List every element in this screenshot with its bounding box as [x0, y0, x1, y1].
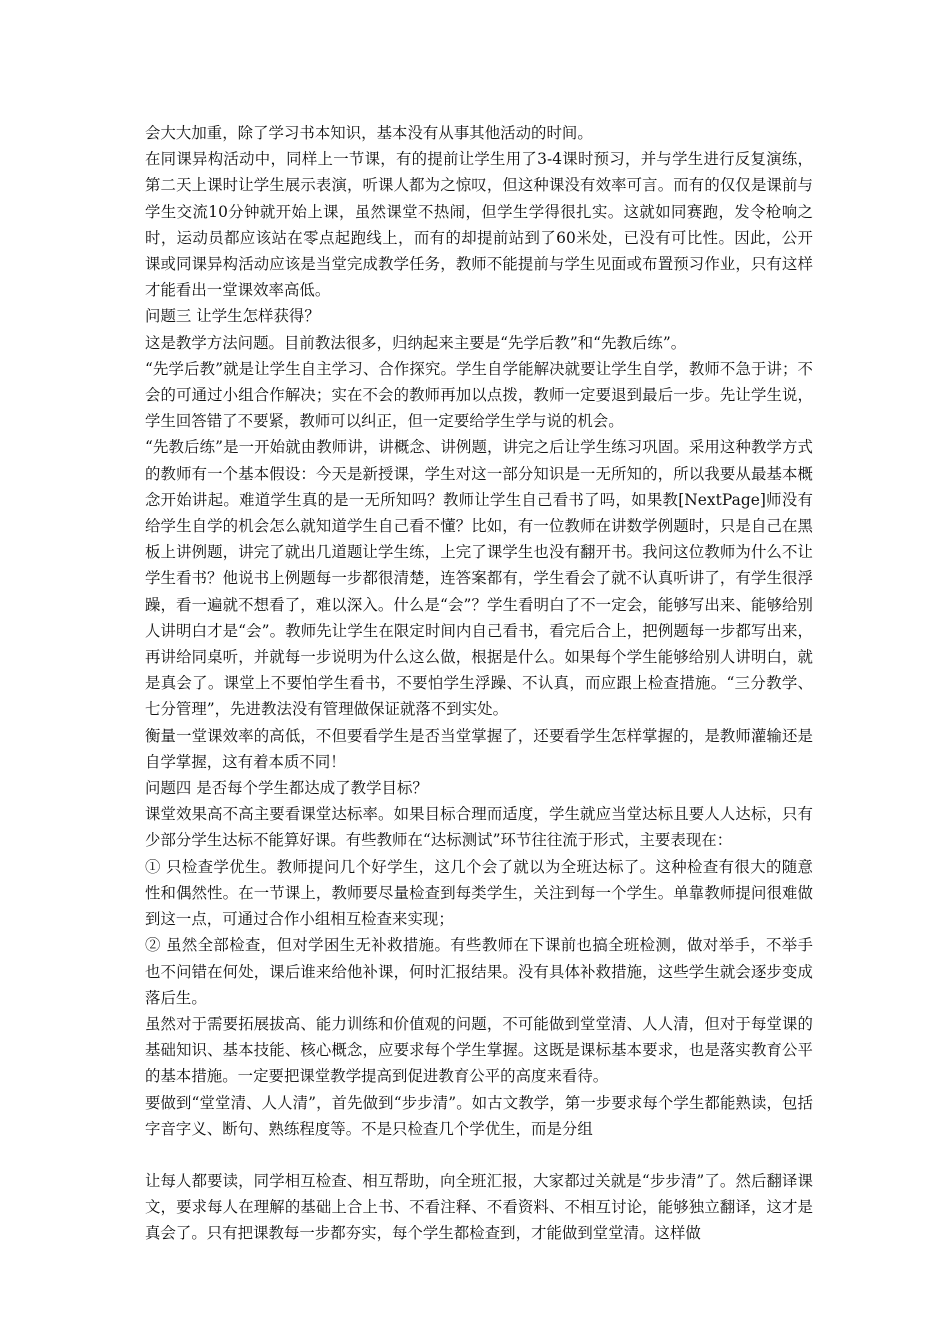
paragraph: 虽然对于需要拓展拔高、能力训练和价值观的问题，不可能做到堂堂清、人人清，但对于每堂课的基础知识、基本技能、核心概念，应要求每个学生掌握。这既是课标基本要求，也是落实教育公平的基本措施。一定要把课堂教学提高到促进教育公平的高度来看待。	[145, 1014, 813, 1086]
paragraph: “先学后教”就是让学生自主学习、合作探究。学生自学能解决就要让学生自学，教师不急于讲；不会的可通过小组合作解决；实在不会的教师再加以点拨，教师一定要退到最后一步。先让学生说，学生回答错了不要紧，教师可以纠正，但一定要给学生学与说的机会。	[145, 359, 813, 431]
section-heading: 问题三 让学生怎样获得？	[145, 307, 320, 326]
paragraph: 让每人都要读，同学相互检查、相互帮助，向全班汇报，大家都过关就是“步步清”了。然后翻译课文，要求每人在理解的基础上合上书、不看注释、不看资料、不相互讨论，能够独立翻译，这才是真会了。只有把课教每一步都夯实，每个学生都检查到，才能做到堂堂清。这样做	[145, 1171, 813, 1243]
paragraph: 这是教学方法问题。目前教法很多，归纳起来主要是“先学后教”和“先教后练”。	[145, 333, 687, 352]
paragraph: 会大大加重，除了学习书本知识，基本没有从事其他活动的时间。	[145, 124, 593, 142]
paragraph: “先教后练”是一开始就由教师讲，讲概念、讲例题，讲完之后让学生练习巩固。采用这种教学方式的教师有一个基本假设：今天是新授课，学生对这一部分知识是一无所知的，所以我要从最基本概念开始讲起。难道学生真的是一无所知吗？教师让学生自己看书了吗，如果教[NextPage]师没有给学生自学的机会怎么就知道学生自己看不懂？比如，有一位教师在讲数学例题时，只是自己在黑板上讲例题，讲完了就出几道题让学生练，上完了课学生也没有翻开书。我问这位教师为什么不让学生看书？他说书上例题每一步都很清楚，连答案都有，学生看会了就不认真听讲了，有学生很浮躁，看一遍就不想看了，难以深入。什么是“会”？学生看明白了不一定会，能够写出来、能够给别人讲明白才是“会”。教师先让学生在限定时间内自己看书，看完后合上，把例题每一步都写出来，再讲给同桌听，并就每一步说明为什么这么做，根据是什么。如果每个学生能够给别人讲明白，就是真会了。课堂上不要怕学生看书，不要怕学生浮躁、不认真，而应跟上检查措施。“三分教学、七分管理”，先进教法没有管理做保证就落不到实处。	[145, 438, 813, 719]
paragraph-gap	[145, 1142, 813, 1168]
list-item: ② 虽然全部检查，但对学困生无补救措施。有些教师在下课前也搞全班检测，做对举手，不举手也不问错在何处，课后谁来给他补课，何时汇报结果。没有具体补救措施，这些学生就会逐步变成落后生。	[145, 936, 813, 1007]
list-item: ① 只检查学优生。教师提问几个好学生，这几个会了就以为全班达标了。这种检查有很大的随意性和偶然性。在一节课上，教师要尽量检查到每类学生，关注到每一个学生。单靠教师提问很难做到这一点，可通过合作小组相互检查来实现；	[145, 857, 813, 929]
paragraph: 在同课异构活动中，同样上一节课，有的提前让学生用了3-4课时预习，并与学生进行反复演练，第二天上课时让学生展示表演，听课人都为之惊叹，但这种课没有效率可言。而有的仅仅是课前与学生交流10分钟就开始上课，虽然课堂不热闹，但学生学得很扎实。这就如同赛跑，发令枪响之时，运动员都应该站在零点起跑线上，而有的却提前站到了60米处，已没有可比性。因此，公开课或同课异构活动应该是当堂完成教学任务，教师不能提前与学生见面或布置预习作业，只有这样才能看出一堂课效率高低。	[145, 150, 813, 300]
paragraph: 衡量一堂课效率的高低，不但要看学生是否当堂掌握了，还要看学生怎样掌握的，是教师灌输还是自学掌握，这有着本质不同！	[145, 726, 813, 771]
document-body	[145, 120, 813, 1247]
paragraph: 要做到“堂堂清、人人清”，首先做到“步步清”。如古文教学，第一步要求每个学生都能熟读，包括字音字义、断句、熟练程度等。不是只检查几个学优生，而是分组	[145, 1093, 813, 1138]
paragraph: 课堂效果高不高主要看课堂达标率。如果目标合理而适度，学生就应当堂达标且要人人达标，只有少部分学生达标不能算好课。有些教师在“达标测试”环节往往流于形式，主要表现在：	[145, 805, 813, 850]
section-heading: 问题四 是否每个学生都达成了教学目标？	[145, 779, 428, 798]
